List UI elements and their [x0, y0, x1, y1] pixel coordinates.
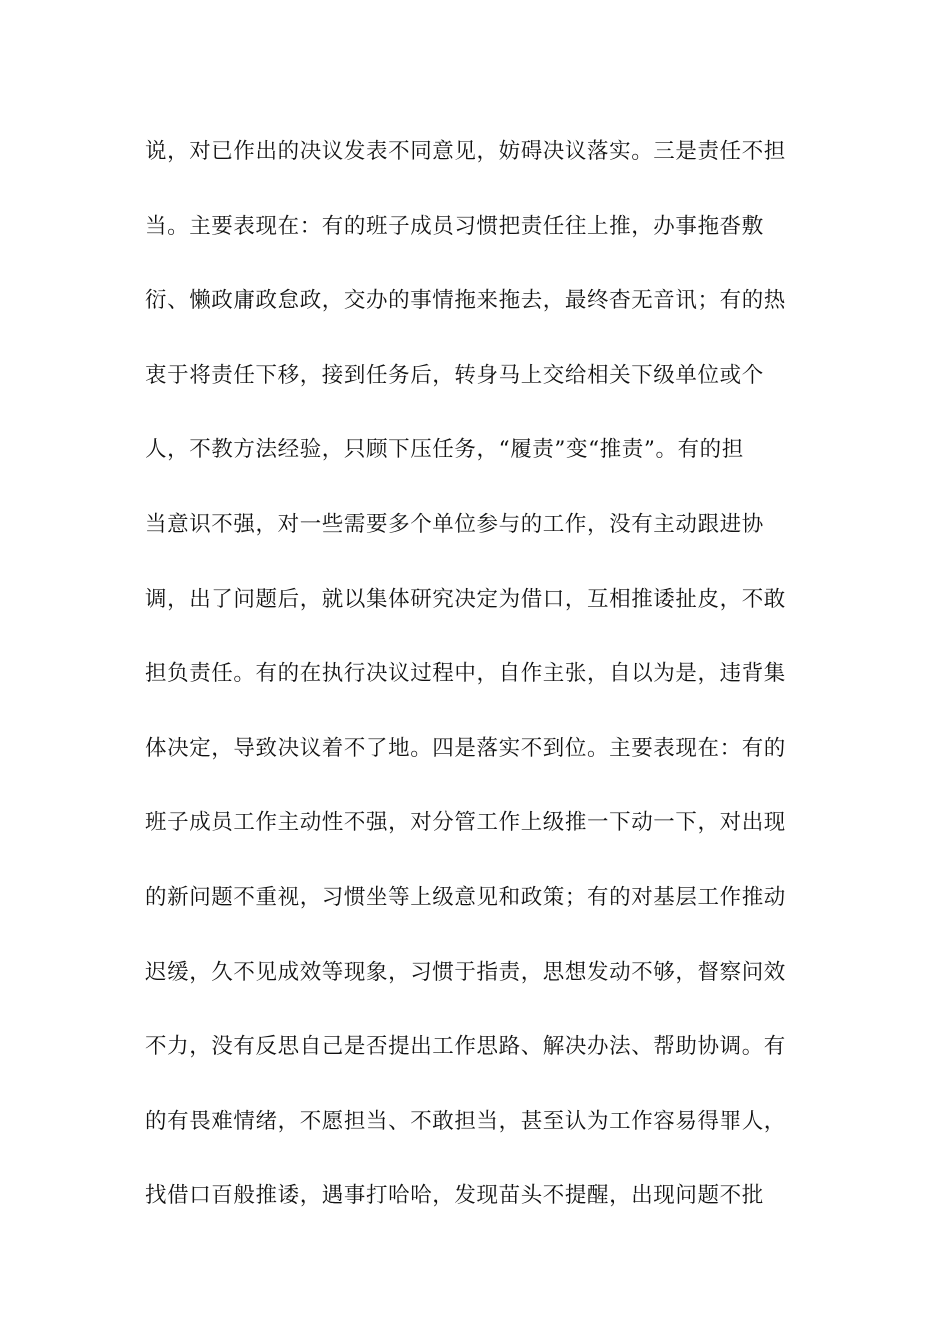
text-line: 班子成员工作主动性不强，对分管工作上级推一下动一下，对出现: [145, 810, 786, 836]
text-line: 当意识不强，对一些需要多个单位参与的工作，没有主动跟进协: [145, 511, 764, 537]
text-line: 当。主要表现在：有的班子成员习惯把责任往上推，办事拖沓敷: [145, 213, 764, 239]
text-line: 调，出了问题后，就以集体研究决定为借口，互相推诿扯皮，不敢: [145, 586, 786, 612]
text-line: 体决定，导致决议着不了地。四是落实不到位。主要表现在：有的: [145, 735, 786, 761]
text-line: 迟缓，久不见成效等现象，习惯于指责，思想发动不够，督察问效: [145, 959, 786, 985]
text-line: 衷于将责任下移，接到任务后，转身马上交给相关下级单位或个: [145, 362, 764, 388]
text-line: 的新问题不重视，习惯坐等上级意见和政策；有的对基层工作推动: [145, 884, 786, 910]
text-line: 说，对已作出的决议发表不同意见，妨碍决议落实。三是责任不担: [145, 139, 786, 164]
document-body: [145, 132, 805, 1251]
text-line: 人，不教方法经验，只顾下压任务，“履责”变“推责”。有的担: [145, 437, 744, 463]
text-line: 找借口百般推诿，遇事打哈哈，发现苗头不提醒，出现问题不批: [145, 1183, 764, 1209]
text-line: 衍、懒政庸政怠政，交办的事情拖来拖去，最终杳无音讯；有的热: [145, 288, 786, 314]
text-line: 担负责任。有的在执行决议过程中，自作主张，自以为是，违背集: [145, 661, 786, 687]
text-line: 的有畏难情绪，不愿担当、不敢担当，甚至认为工作容易得罪人，: [145, 1108, 786, 1134]
text-line: 不力，没有反思自己是否提出工作思路、解决办法、帮助协调。有: [145, 1034, 786, 1060]
